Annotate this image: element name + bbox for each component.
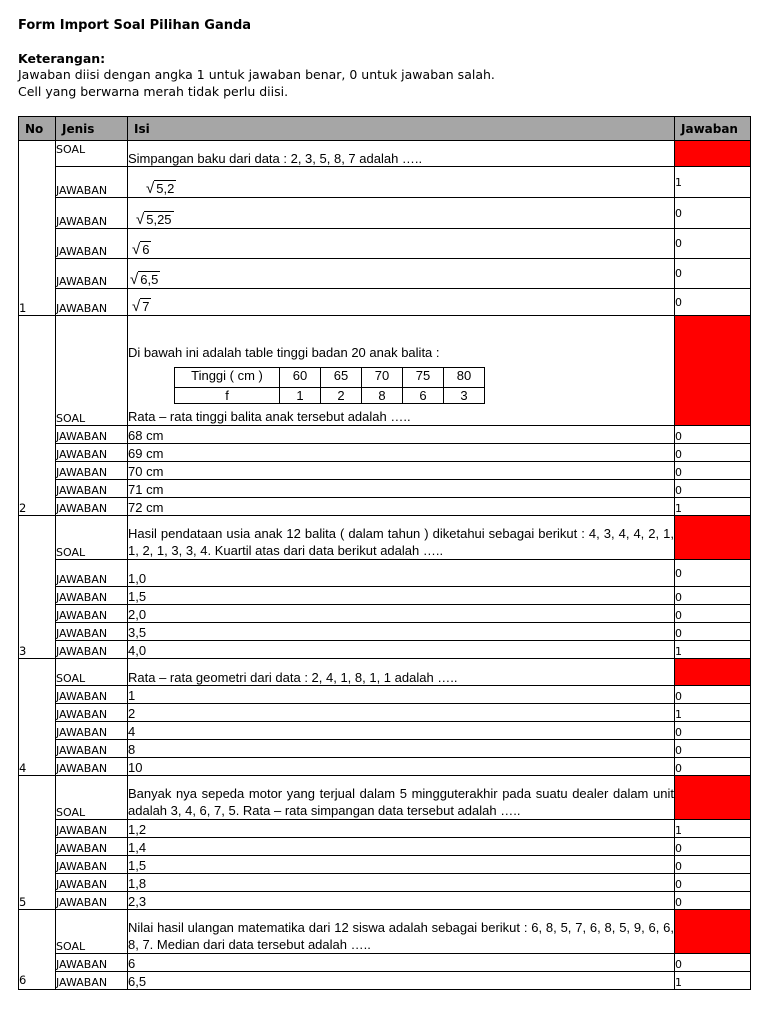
answer-cell[interactable]: 3,5 bbox=[128, 623, 675, 641]
row-type-soal: SOAL bbox=[56, 910, 128, 954]
inner-cell: 1 bbox=[280, 388, 321, 404]
red-cell bbox=[675, 516, 751, 560]
table-row bbox=[19, 605, 751, 623]
inner-cell: 3 bbox=[444, 388, 485, 404]
sqrt-symbol: √ 6 bbox=[132, 241, 150, 258]
row-type-jawaban: JAWABAN bbox=[56, 892, 128, 910]
inner-cell: 75 bbox=[403, 368, 444, 388]
answer-value[interactable]: 0 bbox=[675, 740, 751, 758]
answer-cell[interactable]: 2,3 bbox=[128, 892, 675, 910]
table-row bbox=[19, 198, 751, 229]
row-type-jawaban: JAWABAN bbox=[56, 954, 128, 972]
inner-row-label: f bbox=[175, 388, 280, 404]
answer-cell[interactable]: 2,0 bbox=[128, 605, 675, 623]
question-number: 5 bbox=[19, 776, 56, 910]
table-row bbox=[19, 462, 751, 480]
col-header-jawaban: Jawaban bbox=[675, 117, 751, 141]
col-header-isi: Isi bbox=[128, 117, 675, 141]
instruction-line-2: Cell yang berwarna merah tidak perlu diisi. bbox=[18, 84, 289, 99]
question-text[interactable]: Hasil pendataan usia anak 12 balita ( dalam tahun ) diketahui sebagai berikut : 4, 3, 4, 4, 2, 1, 1, 2, 1, 3, 3, 4. Kuartil atas dari data berikut adalah ….. bbox=[128, 516, 675, 560]
sqrt-symbol: √ 6,5 bbox=[130, 271, 159, 288]
question-text[interactable]: Simpangan baku dari data : 2, 3, 5, 8, 7 adalah ….. bbox=[128, 141, 675, 167]
row-type-jawaban: JAWABAN bbox=[56, 444, 128, 462]
inner-row-label: Tinggi ( cm ) bbox=[175, 368, 280, 388]
row-type-jawaban: JAWABAN bbox=[56, 641, 128, 659]
row-type-soal: SOAL bbox=[56, 316, 128, 426]
table-row bbox=[19, 704, 751, 722]
form-title: Form Import Soal Pilihan Ganda bbox=[18, 18, 252, 33]
answer-cell[interactable]: 8 bbox=[128, 740, 675, 758]
row-type-jawaban: JAWABAN bbox=[56, 587, 128, 605]
answer-cell[interactable]: 4 bbox=[128, 722, 675, 740]
inner-cell: 60 bbox=[280, 368, 321, 388]
answer-cell[interactable]: 1,8 bbox=[128, 874, 675, 892]
answer-cell[interactable]: 1,0 bbox=[128, 560, 675, 587]
answer-value[interactable]: 0 bbox=[675, 198, 751, 229]
red-cell bbox=[675, 316, 751, 426]
answer-cell[interactable]: 1,5 bbox=[128, 587, 675, 605]
row-type-jawaban: JAWABAN bbox=[56, 560, 128, 587]
table-row bbox=[19, 758, 751, 776]
row-type-jawaban: JAWABAN bbox=[56, 605, 128, 623]
answer-cell[interactable] bbox=[128, 167, 675, 198]
red-cell bbox=[675, 659, 751, 686]
table-row bbox=[19, 426, 751, 444]
row-type-jawaban: JAWABAN bbox=[56, 623, 128, 641]
table-row bbox=[19, 740, 751, 758]
table-row bbox=[19, 954, 751, 972]
answer-cell[interactable]: 1,5 bbox=[128, 856, 675, 874]
answer-cell[interactable]: 1,2 bbox=[128, 820, 675, 838]
table-row bbox=[19, 259, 751, 289]
table-row bbox=[19, 892, 751, 910]
answer-value[interactable]: 0 bbox=[675, 444, 751, 462]
question-number: 4 bbox=[19, 659, 56, 776]
row-type-jawaban: JAWABAN bbox=[56, 198, 128, 229]
table-row bbox=[19, 141, 751, 167]
col-header-jenis: Jenis bbox=[56, 117, 128, 141]
question-number: 3 bbox=[19, 516, 56, 659]
row-type-jawaban: JAWABAN bbox=[56, 289, 128, 316]
answer-cell[interactable]: 68 cm bbox=[128, 426, 675, 444]
row-type-soal: SOAL bbox=[56, 776, 128, 820]
row-type-jawaban: JAWABAN bbox=[56, 426, 128, 444]
table-row bbox=[19, 480, 751, 498]
table-row bbox=[19, 686, 751, 704]
answer-value[interactable]: 0 bbox=[675, 686, 751, 704]
table-row bbox=[19, 722, 751, 740]
question-table bbox=[18, 116, 751, 990]
row-type-jawaban: JAWABAN bbox=[56, 972, 128, 990]
table-row bbox=[19, 776, 751, 820]
table-row bbox=[19, 910, 751, 954]
row-type-soal: SOAL bbox=[56, 516, 128, 560]
answer-cell[interactable]: 1,4 bbox=[128, 838, 675, 856]
answer-cell[interactable]: 6,5 bbox=[128, 972, 675, 990]
question-text[interactable]: Banyak nya sepeda motor yang terjual dalam 5 mingguterakhir pada suatu dealer dalam unit adalah 3, 4, 6, 7, 5. Rata – rata simpangan data tersebut adalah ….. bbox=[128, 776, 675, 820]
row-type-jawaban: JAWABAN bbox=[56, 820, 128, 838]
table-row bbox=[19, 316, 751, 426]
row-type-jawaban: JAWABAN bbox=[56, 259, 128, 289]
question-number: 6 bbox=[19, 910, 56, 990]
table-row bbox=[19, 229, 751, 259]
sqrt-symbol: √ 5,2 bbox=[146, 180, 175, 197]
instruction-line-1: Jawaban diisi dengan angka 1 untuk jawaban benar, 0 untuk jawaban salah. bbox=[18, 67, 495, 82]
row-type-jawaban: JAWABAN bbox=[56, 462, 128, 480]
answer-cell[interactable] bbox=[128, 229, 675, 259]
table-row bbox=[19, 167, 751, 198]
answer-value[interactable]: 1 bbox=[675, 820, 751, 838]
answer-cell[interactable]: 10 bbox=[128, 758, 675, 776]
answer-value[interactable]: 0 bbox=[675, 289, 751, 316]
row-type-jawaban: JAWABAN bbox=[56, 758, 128, 776]
question-number: 2 bbox=[19, 316, 56, 516]
answer-cell[interactable] bbox=[128, 289, 675, 316]
row-type-jawaban: JAWABAN bbox=[56, 740, 128, 758]
table-row bbox=[19, 623, 751, 641]
table-row bbox=[19, 856, 751, 874]
question-text[interactable] bbox=[128, 316, 675, 426]
row-type-jawaban: JAWABAN bbox=[56, 229, 128, 259]
answer-value[interactable]: 0 bbox=[675, 462, 751, 480]
table-row bbox=[19, 587, 751, 605]
answer-value[interactable]: 0 bbox=[675, 954, 751, 972]
row-type-jawaban: JAWABAN bbox=[56, 838, 128, 856]
row-type-jawaban: JAWABAN bbox=[56, 722, 128, 740]
keterangan-label: Keterangan: bbox=[18, 51, 106, 66]
answer-cell[interactable]: 2 bbox=[128, 704, 675, 722]
question-text[interactable]: Rata – rata geometri dari data : 2, 4, 1, 8, 1, 1 adalah ….. bbox=[128, 659, 675, 686]
answer-value[interactable]: 0 bbox=[675, 838, 751, 856]
table-row bbox=[19, 972, 751, 990]
table-row bbox=[19, 498, 751, 516]
question-intro: Di bawah ini adalah table tinggi badan 20 anak balita : bbox=[128, 345, 440, 360]
inner-cell: 8 bbox=[362, 388, 403, 404]
col-header-no: No bbox=[19, 117, 56, 141]
inner-cell: 80 bbox=[444, 368, 485, 388]
table-row bbox=[19, 289, 751, 316]
row-type-jawaban: JAWABAN bbox=[56, 874, 128, 892]
answer-value[interactable]: 1 bbox=[675, 498, 751, 516]
answer-value[interactable]: 0 bbox=[675, 426, 751, 444]
row-type-soal: SOAL bbox=[56, 659, 128, 686]
row-type-jawaban: JAWABAN bbox=[56, 498, 128, 516]
answer-cell[interactable]: 71 cm bbox=[128, 480, 675, 498]
answer-value[interactable]: 0 bbox=[675, 874, 751, 892]
inner-cell: 6 bbox=[403, 388, 444, 404]
answer-value[interactable]: 0 bbox=[675, 722, 751, 740]
table-header-row bbox=[19, 117, 751, 141]
answer-cell[interactable]: 6 bbox=[128, 954, 675, 972]
answer-value[interactable]: 0 bbox=[675, 856, 751, 874]
row-type-soal: SOAL bbox=[56, 141, 128, 167]
height-frequency-table bbox=[174, 367, 485, 404]
row-type-jawaban: JAWABAN bbox=[56, 856, 128, 874]
sqrt-symbol: √ 5,25 bbox=[136, 211, 172, 228]
answer-value[interactable]: 1 bbox=[675, 641, 751, 659]
answer-value[interactable]: 0 bbox=[675, 587, 751, 605]
red-cell bbox=[675, 910, 751, 954]
table-row bbox=[19, 641, 751, 659]
answer-value[interactable]: 0 bbox=[675, 605, 751, 623]
inner-cell: 65 bbox=[321, 368, 362, 388]
sqrt-symbol: √ 7 bbox=[132, 298, 150, 315]
row-type-jawaban: JAWABAN bbox=[56, 167, 128, 198]
table-row bbox=[19, 444, 751, 462]
row-type-jawaban: JAWABAN bbox=[56, 686, 128, 704]
table-row bbox=[19, 659, 751, 686]
answer-cell[interactable] bbox=[128, 259, 675, 289]
inner-cell: 2 bbox=[321, 388, 362, 404]
table-row bbox=[19, 820, 751, 838]
answer-cell[interactable]: 69 cm bbox=[128, 444, 675, 462]
answer-value[interactable]: 0 bbox=[675, 758, 751, 776]
answer-cell[interactable]: 4,0 bbox=[128, 641, 675, 659]
answer-cell[interactable] bbox=[128, 198, 675, 229]
row-type-jawaban: JAWABAN bbox=[56, 480, 128, 498]
answer-cell[interactable]: 70 cm bbox=[128, 462, 675, 480]
question-text-line: Rata – rata tinggi balita anak tersebut adalah ….. bbox=[128, 409, 411, 424]
answer-value[interactable]: 0 bbox=[675, 892, 751, 910]
answer-value[interactable]: 0 bbox=[675, 560, 751, 587]
table-row bbox=[19, 874, 751, 892]
answer-cell[interactable]: 72 cm bbox=[128, 498, 675, 516]
question-text[interactable]: Nilai hasil ulangan matematika dari 12 siswa adalah sebagai berikut : 6, 8, 5, 7, 6, 8, 5, 9, 6, 6, 8, 7. Median dari data tersebut adalah ….. bbox=[128, 910, 675, 954]
table-row bbox=[19, 560, 751, 587]
red-cell bbox=[675, 776, 751, 820]
answer-value[interactable]: 1 bbox=[675, 167, 751, 198]
table-row bbox=[19, 516, 751, 560]
answer-value[interactable]: 1 bbox=[675, 972, 751, 990]
answer-value[interactable]: 0 bbox=[675, 623, 751, 641]
answer-value[interactable]: 0 bbox=[675, 480, 751, 498]
answer-value[interactable]: 0 bbox=[675, 229, 751, 259]
answer-value[interactable]: 0 bbox=[675, 259, 751, 289]
row-type-jawaban: JAWABAN bbox=[56, 704, 128, 722]
inner-cell: 70 bbox=[362, 368, 403, 388]
answer-value[interactable]: 1 bbox=[675, 704, 751, 722]
red-cell bbox=[675, 141, 751, 167]
answer-cell[interactable]: 1 bbox=[128, 686, 675, 704]
table-row bbox=[19, 838, 751, 856]
question-number: 1 bbox=[19, 141, 56, 316]
